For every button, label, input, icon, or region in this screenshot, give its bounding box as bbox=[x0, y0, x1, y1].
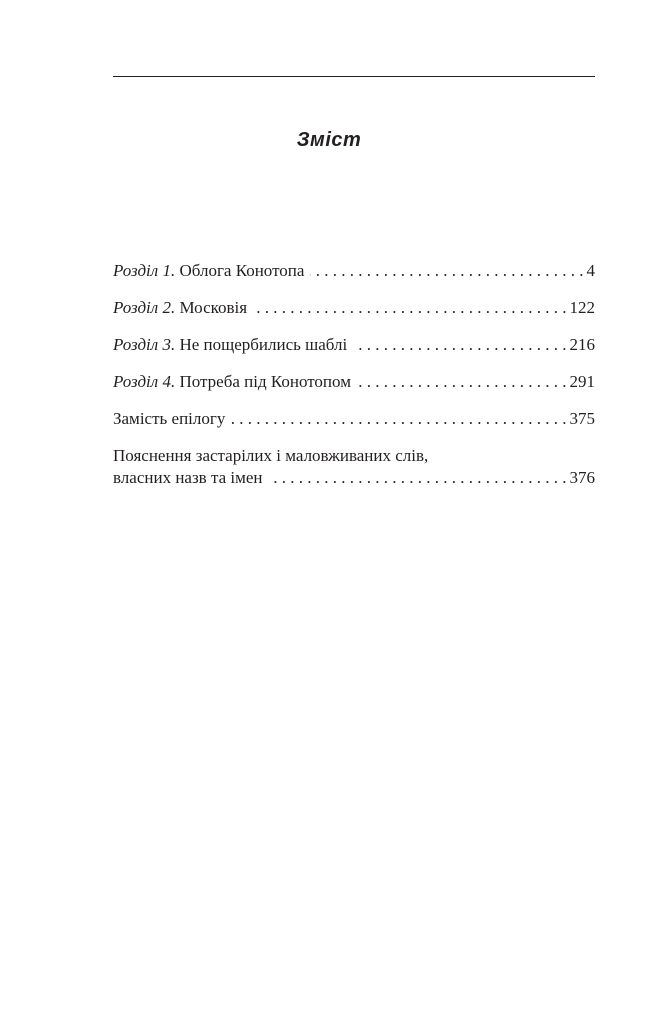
dot-leader bbox=[253, 297, 566, 319]
page-title: Зміст bbox=[296, 129, 362, 151]
page-number: 376 bbox=[569, 468, 595, 487]
entry-title: Потреба під Конотопом bbox=[179, 372, 351, 391]
dot-leader bbox=[269, 467, 567, 489]
dot-leader bbox=[310, 260, 583, 282]
entry-title: Не пощербились шаблі bbox=[179, 335, 348, 354]
chapter-prefix: Розділ 4. bbox=[113, 372, 176, 391]
entry-title: Облога Конотопа bbox=[179, 261, 305, 280]
chapter-prefix: Розділ 2. bbox=[113, 298, 176, 317]
toc-entry-glossary[interactable] bbox=[113, 445, 595, 489]
dot-leader bbox=[231, 408, 566, 430]
page-number: 291 bbox=[569, 372, 595, 391]
entry-title: Московія bbox=[179, 298, 248, 317]
toc-entry-epilogue[interactable] bbox=[113, 408, 595, 430]
entry-title: Замість епілогу bbox=[113, 409, 226, 428]
toc-entry-chapter-3[interactable] bbox=[113, 334, 595, 356]
page-number: 216 bbox=[569, 335, 595, 354]
page-number: 4 bbox=[586, 261, 595, 280]
entry-title-line-1: Пояснення застарілих і маловживаних слів, bbox=[113, 446, 429, 465]
toc-entry-chapter-4[interactable] bbox=[113, 371, 595, 393]
entry-title: власних назв та імен bbox=[113, 468, 263, 487]
chapter-prefix: Розділ 1. bbox=[113, 261, 176, 280]
table-of-contents bbox=[113, 260, 595, 504]
header-rule bbox=[113, 76, 595, 77]
toc-entry-chapter-2[interactable] bbox=[113, 297, 595, 319]
chapter-prefix: Розділ 3. bbox=[113, 335, 176, 354]
dot-leader bbox=[357, 371, 567, 393]
page-number: 122 bbox=[569, 298, 595, 317]
toc-entry-chapter-1[interactable] bbox=[113, 260, 595, 282]
page-number: 375 bbox=[569, 409, 595, 428]
dot-leader bbox=[353, 334, 566, 356]
